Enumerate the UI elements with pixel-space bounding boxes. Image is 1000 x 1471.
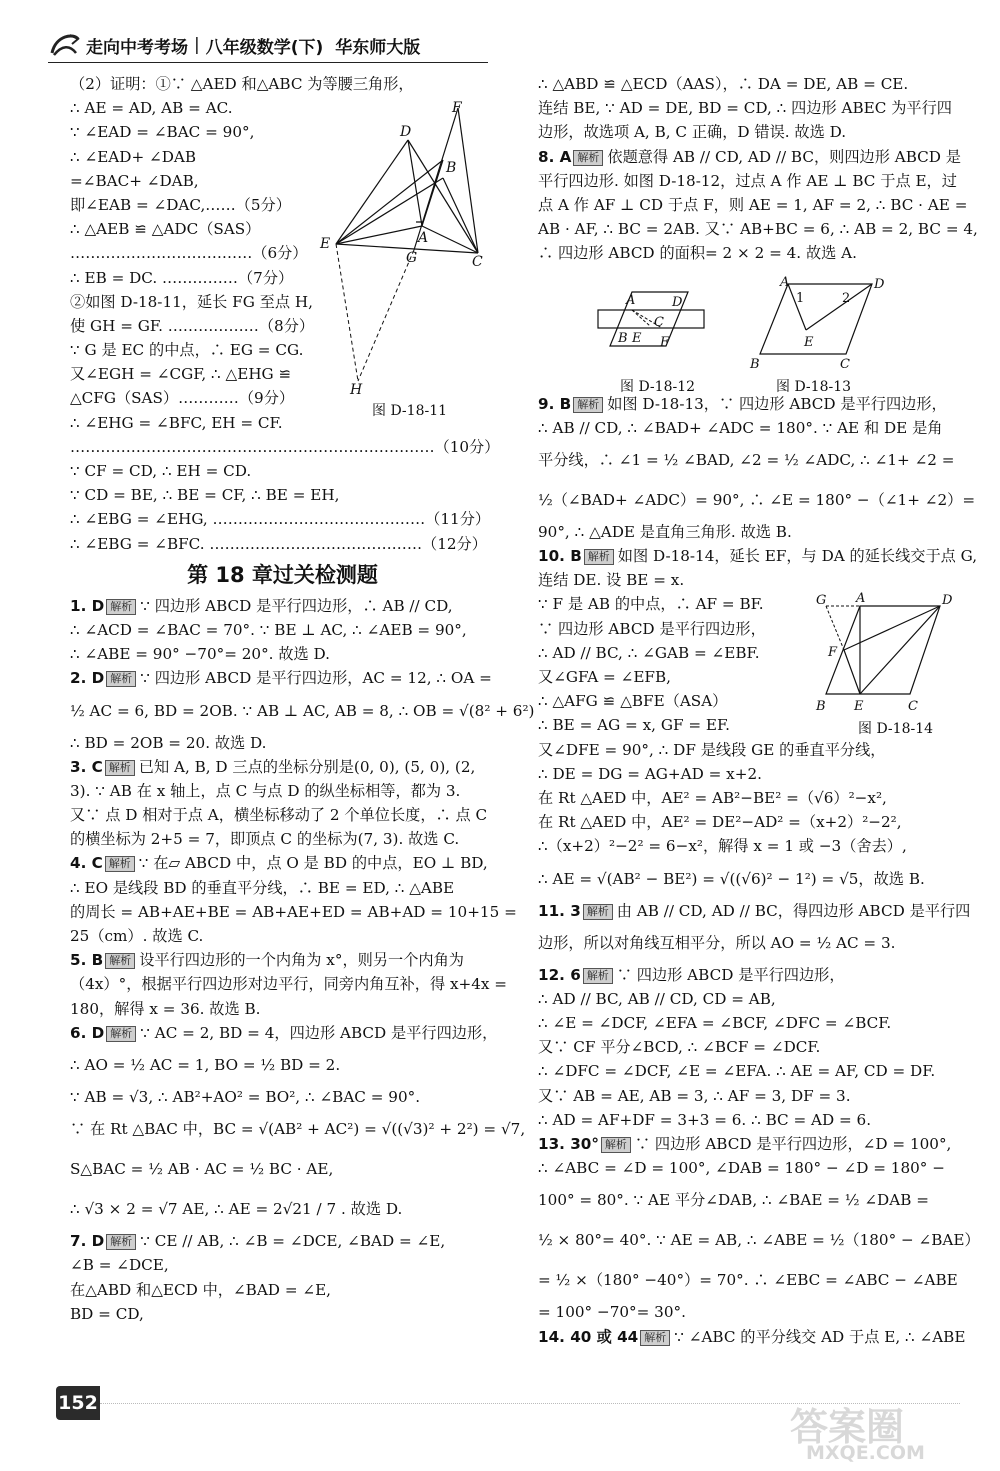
question-number: 4. C (70, 854, 103, 873)
analysis-tag: 解析 (106, 671, 136, 687)
line-text: =∠BAC+ ∠DAB, (70, 171, 199, 190)
answer-item (70, 666, 495, 690)
text-line (538, 1084, 958, 1108)
line-text: 在△ABD 和△ECD 中，∠BAD = ∠E, (70, 1280, 332, 1299)
text-line (70, 435, 500, 459)
line-text: S△BAC = ½ AB · AC = ½ BC · AE, (70, 1160, 334, 1179)
label-d: D (400, 124, 412, 140)
label-d: D (942, 593, 953, 608)
line-text: 依题意得 AB // CD, AD // BC，则四边形 ABCD 是 (607, 147, 961, 166)
label-f: F (452, 100, 462, 116)
text-line (70, 1149, 495, 1189)
line-text: ∵ CF = CD, ∴ EH = CD. (70, 462, 252, 480)
label-b: B (750, 357, 760, 372)
text-line (538, 1108, 958, 1132)
line-text: 设平行四边形的一个内角为 x°，则另一个内角为 (139, 951, 464, 970)
figure-d-18-12 (592, 286, 712, 368)
analysis-tag: 解析 (584, 549, 614, 565)
label-c: C (840, 357, 850, 372)
text-line (538, 810, 958, 834)
line-text: 又∠EGH = ∠CGF, ∴ △EHG ≌ (70, 365, 292, 384)
answer-item (70, 851, 495, 875)
caption-d-18-12: 图 D-18-12 (620, 379, 696, 395)
line-text: ∴ √3 × 2 = √7 AE, ∴ AE = 2√21 / 7 . 故选 D. (70, 1200, 403, 1219)
line-text: 由 AB // CD, AD // BC，得四边形 ABCD 是平行四 (616, 901, 971, 920)
text-line (538, 241, 958, 265)
line-text: 已知 A, B, D 三点的坐标分别是(0, 0), (5, 0), (2, (138, 757, 476, 776)
label-b: B (446, 160, 457, 176)
line-text: AB · AF, ∴ BC = 2AB. 又∵ AB+BC = 6, ∴ AB = 2, BC = 4, (538, 220, 978, 239)
line-text: ∵ AC = 2, BD = 4，四边形 ABCD 是平行四边形， (140, 1023, 498, 1042)
line-text: ∴ △AFG ≌ △BFE（ASA） (538, 692, 728, 711)
text-line (538, 96, 958, 120)
line-text: ½ × 80°= 40°. ∵ AE = AB, ∴ ∠ABE = ½（180° − ∠BAE） (538, 1231, 980, 1250)
question-number: 11. 3 (538, 901, 581, 920)
question-number: 13. 30° (538, 1135, 599, 1153)
line-text: 180，解得 x = 36. 故选 B. (70, 999, 261, 1018)
question-number: 7. D (70, 1232, 105, 1251)
line-text: ∴ AE = √(AB² − BE²) = √((√6)² − 1²) = √5，故选 B. (538, 869, 925, 888)
line-text: 边形，故选项 A, B, C 正确，D 错误. 故选 D. (538, 123, 847, 142)
text-line (70, 618, 495, 642)
text-line (70, 1109, 526, 1149)
label-f: F (828, 645, 838, 660)
line-text: ∵ 四边形 ABCD 是平行四边形，AC = 12, ∴ OA = (140, 669, 492, 688)
header-brand: 走向中考考场 (86, 37, 188, 58)
question-number: 6. D (70, 1023, 105, 1042)
line-text: ½（∠BAD+ ∠ADC）= 90°, ∴ ∠E = 180° −（∠1+ ∠2）= (538, 490, 976, 509)
text-line (538, 520, 958, 544)
line-text: 的横坐标为 2+5 = 7，即顶点 C 的坐标为(7, 3). 故选 C. (70, 830, 460, 849)
line-text: ∴ AD // BC, AB // CD, CD = AB, (538, 989, 776, 1008)
line-text: ∵ ∠ABC 的平分线交 AD 于点 E, ∴ ∠ABE (674, 1327, 966, 1346)
analysis-tag: 解析 (573, 150, 603, 166)
label-2: 2 (842, 291, 851, 306)
text-line (538, 987, 958, 1011)
line-text: 又∵ 点 D 相对于点 A，横坐标移动了 2 个单位长度，∴ 点 C (70, 806, 488, 825)
text-line (70, 876, 495, 900)
line-text: ∴ EO 是线段 BD 的垂直平分线，∴ BE = ED, ∴ △ABE (70, 878, 455, 897)
question-number: 3. C (70, 757, 103, 776)
line-text: ∴ △AEB ≌ △ADC（SAS） (70, 220, 261, 239)
line-text: ∴ ∠ACD = ∠BAC = 70°. ∵ BE ⊥ AC, ∴ ∠AEB = 90°, (70, 620, 467, 639)
label-1: 1 (796, 291, 805, 306)
label-a: A (780, 276, 790, 290)
line-text: 3). ∵ AB 在 x 轴上，点 C 与点 D 的纵坐标相等，都为 3. (70, 781, 461, 800)
text-line (70, 924, 495, 948)
text-line (538, 217, 978, 241)
line-text: ∵ G 是 EC 的中点，∴ EG = CG. (70, 341, 304, 360)
line-text: ∵ CD = BE, ∴ BE = CF, ∴ BE = EH, (70, 486, 340, 505)
line-text: ………………………………………………………………（10分） (70, 437, 500, 456)
answer-item (538, 1325, 966, 1349)
line-text: 连结 BE, ∵ AD = DE, BD = CD, ∴ 四边形 ABEC 为平行四 (538, 99, 952, 118)
text-line (538, 1180, 958, 1220)
line-text: （2）证明：①∵ △AED 和△ABC 为等腰三角形， (70, 75, 414, 93)
text-line (70, 1278, 495, 1302)
label-a: A (626, 293, 636, 308)
line-text: 又∵ AB = AE, AB = 3, ∴ AF = 3, DF = 3. (538, 1086, 851, 1105)
text-line (70, 483, 495, 507)
answer-item (538, 544, 978, 568)
answer-item (538, 392, 958, 416)
text-line (70, 1302, 495, 1326)
line-text: ∵ 四边形 ABCD 是平行四边形，∴ AB // CD, (140, 596, 453, 615)
text-line (538, 480, 976, 520)
text-line (70, 803, 495, 827)
line-text: ∴ ∠EBG = ∠EHG, ……………………………………（11分） (70, 510, 491, 529)
text-line (538, 738, 958, 762)
text-line (70, 972, 508, 996)
line-text: 的周长 = AB+AE+BE = AB+AE+ED = AB+AD = 10+15 = (70, 902, 517, 921)
line-text: 在 Rt △AED 中，AE² = DE²−AD² =（x+2）²−2², (538, 813, 902, 832)
answer-item (538, 145, 961, 169)
caption-d-18-11: 图 D-18-11 (372, 403, 448, 419)
line-text: ∴ AO = ½ AC = 1, BO = ½ BD = 2. (70, 1055, 341, 1074)
label-h: H (350, 382, 363, 398)
section-title: 第 18 章过关检测题 (187, 562, 378, 587)
line-text: ∠B = ∠DCE, (70, 1256, 169, 1275)
page-number: 152 (56, 1386, 100, 1420)
label-a: A (418, 230, 429, 246)
analysis-tag: 解析 (583, 904, 613, 920)
line-text: ∴ BE = AG = x, GF = EF. (538, 716, 730, 735)
question-number: 14. 40 或 44 (538, 1327, 639, 1346)
text-line (70, 731, 495, 755)
line-text: 即∠EAB = ∠DAC,……（5分） (70, 195, 291, 214)
line-text: ∴ ∠ABE = 90° −70°= 20°. 故选 D. (70, 645, 330, 664)
page-header: 走向中考考场 | 八年级数学(下) 华东师大版 (48, 28, 488, 63)
text-line (70, 997, 495, 1021)
text-line (538, 786, 958, 810)
line-text: = ½ ×（180° −40°）= 70°. ∴ ∠EBC = ∠ABC − ∠ABE (538, 1271, 958, 1290)
line-text: ∵ F 是 AB 的中点，∴ AF = BF. (538, 595, 764, 614)
analysis-tag: 解析 (106, 599, 136, 615)
text-line (70, 691, 535, 731)
line-text: 25（cm）. 故选 C. (70, 927, 204, 945)
line-text: △CFG（SAS）…………（9分） (70, 389, 295, 408)
answer-item (70, 594, 495, 618)
line-text: ………………………………（6分） (70, 244, 308, 263)
text-line (538, 440, 958, 480)
line-text: ∵ 四边形 ABCD 是平行四边形， (538, 619, 766, 638)
line-text: ∴ AE = AD, AB = AC. (70, 99, 233, 118)
label-e: E (804, 335, 814, 350)
line-text: 连结 DE. 设 BE = x. (538, 571, 685, 590)
label-b: B (816, 699, 826, 714)
line-text: 在 Rt △AED 中，AE² = AB²−BE² =（√6）²−x², (538, 788, 887, 807)
label-c: C (472, 254, 483, 270)
line-text: ∵ 四边形 ABCD 是平行四边形，∠D = 100°, (634, 1135, 952, 1153)
analysis-tag: 解析 (105, 760, 135, 776)
text-line (70, 532, 495, 556)
text-line (70, 1189, 495, 1229)
analysis-tag: 解析 (640, 1330, 670, 1346)
line-text: ½ AC = 6, BD = 2OB. ∵ AB ⊥ AC, AB = 8, ∴ OB = √(8² + 6²) (70, 701, 535, 720)
watermark-logo: 答案圈 (790, 1405, 905, 1449)
brand-logo-icon (48, 31, 80, 59)
line-text: ∴ ∠EAD+ ∠DAB (70, 147, 197, 166)
line-text: 100° = 80°. ∵ AE 平分∠DAB, ∴ ∠BAE = ½ ∠DAB = (538, 1191, 929, 1210)
line-text: ∴ ∠E = ∠DCF, ∠EFA = ∠BCF, ∠DFC = ∠BCF. (538, 1014, 892, 1033)
text-line (538, 120, 958, 144)
header-grade: 八年级数学(下) (205, 37, 324, 58)
answer-item (538, 899, 971, 923)
figure-d-18-14 (812, 590, 962, 718)
text-line (538, 834, 958, 858)
line-text: 平分线，∴ ∠1 = ½ ∠BAD, ∠2 = ½ ∠ADC, ∴ ∠1+ ∠2 = (538, 450, 955, 469)
text-line (538, 1260, 958, 1300)
label-g: G (406, 250, 418, 266)
line-text: 如图 D-18-14，延长 EF，与 DA 的延长线交于点 G, (617, 547, 978, 566)
question-number: 5. B (70, 951, 104, 970)
line-text: （4x）°，根据平行四边形对边平行，同旁内角互补，得 x+4x = (70, 975, 508, 994)
label-c: C (654, 315, 664, 330)
line-text: ∵ AB = √3, ∴ AB²+AO² = BO², ∴ ∠BAC = 90°. (70, 1087, 421, 1106)
line-text: 点 A 作 AF ⊥ CD 于点 F，则 AE = 1, AF = 2, ∴ BC · AE = (538, 195, 968, 214)
question-number: 2. D (70, 669, 105, 688)
label-e: E (320, 236, 331, 252)
text-line (538, 1011, 958, 1035)
text-line (538, 568, 958, 592)
line-text: ∴ DE = DG = AG+AD = x+2. (538, 764, 762, 783)
text-line (538, 1035, 958, 1059)
text-line (70, 72, 495, 96)
caption-d-18-14: 图 D-18-14 (858, 721, 934, 737)
line-text: BD = CD, (70, 1304, 144, 1323)
figure-d-18-11 (318, 98, 490, 398)
line-text: ∴ AB // CD, ∴ ∠BAD+ ∠ADC = 180°. ∵ AE 和 DE 是角 (538, 418, 943, 437)
line-text: ∵ 在▱ ABCD 中，点 O 是 BD 的中点，EO ⊥ BD, (138, 854, 488, 873)
label-g: G (816, 593, 827, 608)
label-d: D (672, 295, 683, 310)
label-f: F (660, 335, 670, 350)
text-line (538, 1220, 980, 1260)
line-text: ∴（x+2）²−2² = 6−x²，解得 x = 1 或 −3（舍去）, (538, 837, 907, 856)
figure-d-18-13 (748, 276, 888, 372)
label-d: D (874, 277, 885, 292)
answer-item (70, 948, 495, 972)
label-a: A (856, 591, 866, 606)
text-line (70, 1045, 495, 1085)
text-line (538, 762, 958, 786)
line-text: ∴ ∠DFC = ∠DCF, ∠E = ∠EFA. ∴ AE = AF, CD = DF. (538, 1062, 936, 1081)
line-text: ∴ ∠ABC = ∠D = 100°, ∠DAB = 180° − ∠D = 180° − (538, 1159, 945, 1178)
question-number: 9. B (538, 394, 572, 413)
question-number: 10. B (538, 547, 582, 566)
line-text: ∵ CE // AB, ∴ ∠B = ∠DCE, ∠BAD = ∠E, (140, 1232, 446, 1251)
line-text: ∴ 四边形 ABCD 的面积= 2 × 2 = 4. 故选 A. (538, 244, 857, 263)
line-text: 边形，所以对角线互相平分，所以 AO = ½ AC = 3. (538, 933, 896, 952)
line-text: ∴ △ABD ≌ △ECD（AAS），∴ DA = DE, AB = CE. (538, 75, 909, 93)
analysis-tag: 解析 (105, 953, 135, 969)
text-line (538, 1059, 958, 1083)
text-line (70, 900, 517, 924)
line-text: 如图 D-18-13，∵ 四边形 ABCD 是平行四边形， (607, 394, 947, 413)
label-e: E (632, 331, 642, 346)
line-text: 90°, ∴ △ADE 是直角三角形. 故选 B. (538, 522, 792, 541)
text-line (538, 72, 958, 96)
line-text: ∵ 四边形 ABCD 是平行四边形， (616, 965, 845, 984)
line-text: ∴ ∠EHG = ∠BFC, EH = CF. (70, 413, 283, 432)
text-line (70, 642, 495, 666)
line-text: ②如图 D-18-11，延长 FG 至点 H, (70, 292, 313, 311)
line-text: 又∵ CF 平分∠BCD, ∴ ∠BCF = ∠DCF. (538, 1038, 821, 1057)
analysis-tag: 解析 (106, 1234, 136, 1250)
label-b: B (618, 331, 628, 346)
text-line (538, 169, 958, 193)
text-line (538, 859, 958, 899)
text-line (538, 416, 958, 440)
line-text: ∴ EB = DC. ……………（7分） (70, 268, 294, 287)
answer-item (538, 1132, 958, 1156)
analysis-tag: 解析 (105, 856, 135, 872)
line-text: 平行四边形. 如图 D-18-12，过点 A 作 AE ⊥ BC 于点 E，过 (538, 171, 957, 190)
answer-item (538, 963, 958, 987)
text-line (538, 923, 958, 963)
analysis-tag: 解析 (573, 397, 603, 413)
line-text: ∵ ∠EAD = ∠BAC = 90°, (70, 123, 255, 142)
text-line (70, 459, 495, 483)
line-text: 又∠DFE = 90°, ∴ DF 是线段 GE 的垂直平分线， (538, 740, 886, 759)
question-number: 1. D (70, 596, 105, 615)
line-text: = 100° −70°= 30°. (538, 1303, 686, 1322)
watermark-url: MXQE.COM (806, 1442, 925, 1464)
analysis-tag: 解析 (583, 968, 613, 984)
line-text: 使 GH = GF. ………………（8分） (70, 316, 315, 335)
question-number: 12. 6 (538, 965, 581, 984)
text-line (538, 1156, 958, 1180)
text-line (70, 507, 495, 531)
line-text: 又∠GFA = ∠EFB, (538, 668, 671, 686)
header-edition: 华东师大版 (335, 37, 421, 58)
line-text: ∴ BD = 2OB = 20. 故选 D. (70, 733, 267, 752)
text-line (70, 1085, 495, 1109)
label-e: E (854, 699, 864, 714)
answer-item (70, 1229, 495, 1253)
line-text: ∴ AD = AF+DF = 3+3 = 6. ∴ BC = AD = 6. (538, 1110, 872, 1129)
text-line (70, 1253, 495, 1277)
answer-item (70, 1021, 498, 1045)
label-c: C (908, 699, 918, 714)
analysis-tag: 解析 (601, 1137, 631, 1153)
caption-d-18-13: 图 D-18-13 (776, 379, 852, 395)
answer-item (70, 755, 495, 779)
text-line (538, 193, 968, 217)
line-text: ∵ 在 Rt △BAC 中，BC = √(AB² + AC²) = √((√3)² + 2²) = √7, (70, 1120, 526, 1139)
line-text: ∴ AD // BC, ∴ ∠GAB = ∠EBF. (538, 643, 760, 662)
text-line (70, 827, 495, 851)
analysis-tag: 解析 (106, 1026, 136, 1042)
text-line (538, 1300, 958, 1324)
line-text: ∴ ∠EBG = ∠BFC. ……………………………………（12分） (70, 534, 487, 553)
text-line (70, 779, 495, 803)
question-number: 8. A (538, 147, 572, 166)
